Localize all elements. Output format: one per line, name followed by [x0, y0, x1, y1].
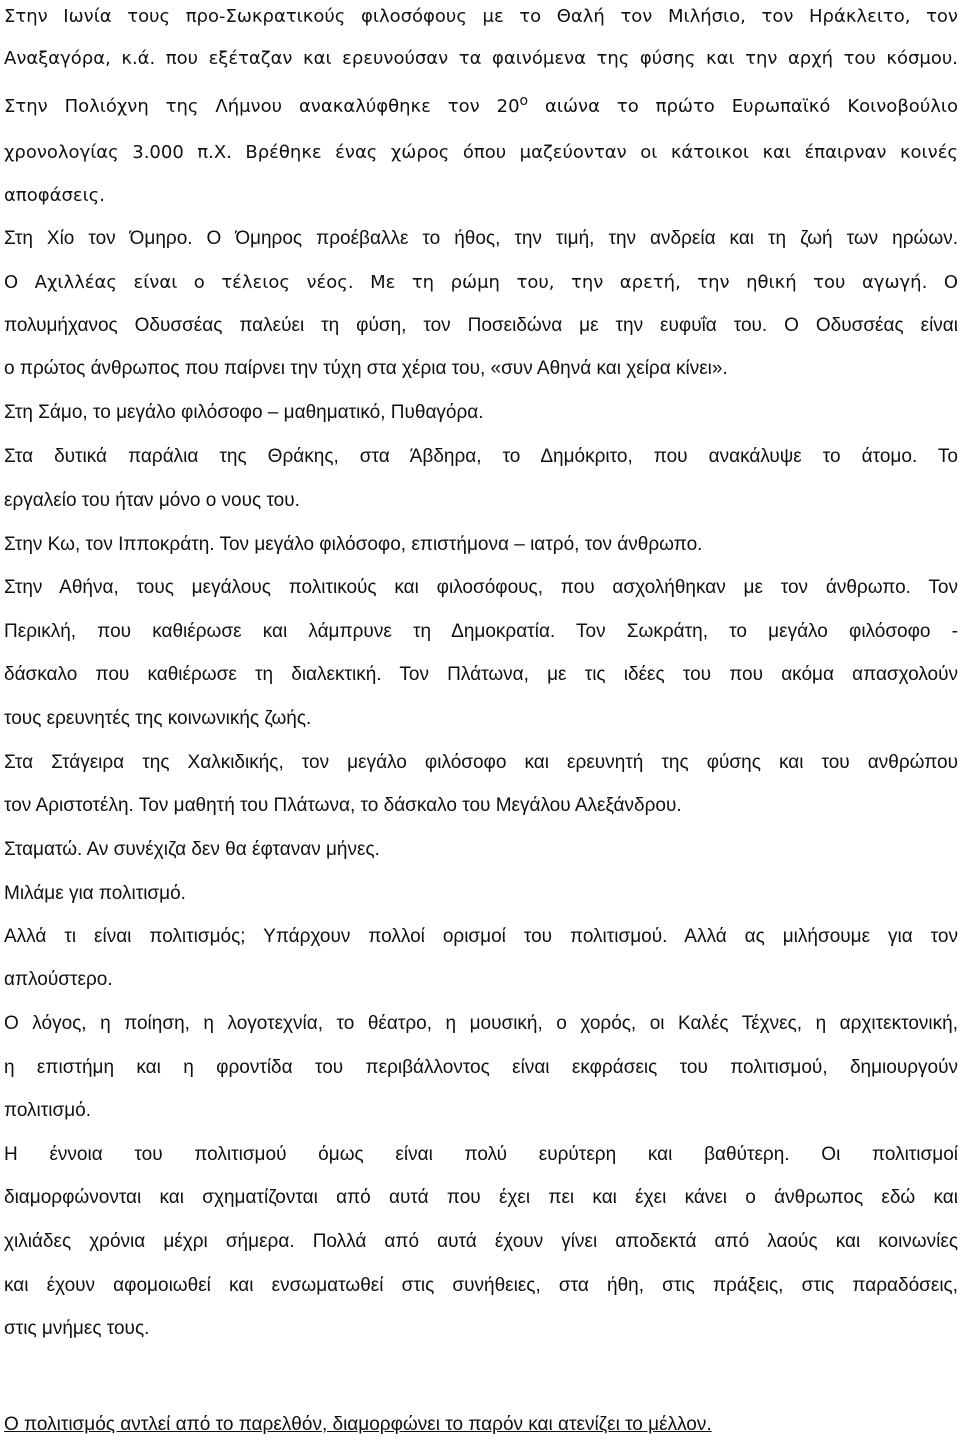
text-line: Αλλά τι είναι πολιτισμός; Υπάρχουν πολλοί ορισμοί του πολιτισμού. Αλλά ας μιλήσουμε για τον	[4, 926, 958, 947]
text-line: Ο λόγος, η ποίηση, η λογοτεχνία, το θέατρο, η μουσική, ο χορός, οι Καλές Τέχνες, η αρχιτεκτονική,	[4, 1013, 958, 1034]
text-line: χιλιάδες χρόνια μέχρι σήμερα. Πολλά από αυτά έχουν γίνει αποδεκτά από λαούς και κοινωνίες	[4, 1231, 958, 1252]
text-line: Η έννοια του πολιτισμού όμως είναι πολύ ευρύτερη και βαθύτερη. Οι πολιτισμοί	[4, 1144, 958, 1165]
text-line: Μιλάμε για πολιτισμό.	[4, 883, 186, 904]
text-line: πολιτισμό.	[4, 1100, 92, 1121]
text-line: εργαλείο του ήταν μόνο ο νους του.	[4, 490, 300, 511]
text-line: δάσκαλο που καθιέρωσε τη διαλεκτική. Τον Πλάτωνα, με τις ιδέες του που ακόμα απασχολούν	[4, 664, 958, 685]
text-line: πολυμήχανος Οδυσσέας παλεύει τη φύση, τον Ποσειδώνα με την ευφυΐα του. Ο Οδυσσέας είναι	[4, 315, 958, 336]
closing-statement: Ο πολιτισμός αντλεί από το παρελθόν, διαμορφώνει το παρόν και ατενίζει το μέλλον.	[4, 1414, 712, 1435]
text-line: Στα Στάγειρα της Χαλκιδικής, τον μεγάλο φιλόσοφο και ερευνητή της φύσης και του ανθρώπου	[4, 752, 958, 773]
text-line: απλούστερο.	[4, 969, 113, 990]
text-line: Στη Χίο τον Όμηρο. Ο Όμηρος προέβαλλε το ήθος, την τιμή, την ανδρεία και τη ζωή των ηρώων.	[4, 228, 958, 249]
ordinal-superscript: ο	[519, 94, 529, 109]
text-line: τους ερευνητές της κοινωνικής ζωής.	[4, 708, 312, 729]
text-line: αποφάσεις.	[4, 185, 105, 206]
text-line: Στη Σάμο, το μεγάλο φιλόσοφο – μαθηματικό, Πυθαγόρα.	[4, 402, 484, 423]
text-line: η επιστήμη και η φροντίδα του περιβάλλοντος είναι εκφράσεις του πολιτισμού, δημιουργούν	[4, 1057, 958, 1078]
text-line: Περικλή, που καθιέρωσε και λάμπρυνε τη Δημοκρατία. Τον Σωκράτη, το μεγάλο φιλόσοφο -	[4, 621, 958, 642]
text-line: διαμορφώνονται και σχηματίζονται από αυτά που έχει πει και έχει κάνει ο άνθρωπος εδώ και	[4, 1187, 958, 1208]
text-line: τον Αριστοτέλη. Τον μαθητή του Πλάτωνα, το δάσκαλο του Μεγάλου Αλεξάνδρου.	[4, 795, 682, 816]
text-line: Στην Αθήνα, τους μεγάλους πολιτικούς και φιλοσόφους, που ασχολήθηκαν με τον άνθρωπο. Τον	[4, 577, 958, 598]
text-line: ο πρώτος άνθρωπος που παίρνει την τύχη στα χέρια του, «συν Αθηνά και χείρα κίνει».	[4, 358, 728, 379]
text-segment: Στην Πολιόχνη της Λήμνου ανακαλύφθηκε τον 20	[4, 96, 520, 117]
text-line: Ο Αχιλλέας είναι ο τέλειος νέος. Με τη ρώμη του, την αρετή, την ηθική του αγωγή. Ο	[4, 272, 958, 293]
text-line: χρονολογίας 3.000 π.Χ. Βρέθηκε ένας χώρος όπου μαζεύονταν οι κάτοικοι και έπαιρναν κοινές	[4, 142, 958, 163]
text-line: Σταματώ. Αν συνέχιζα δεν θα έφταναν μήνες.	[4, 839, 380, 860]
text-line: Στα δυτικά παράλια της Θράκης, στα Άβδηρα, το Δημόκριτο, που ανακάλυψε το άτομο. Το	[4, 446, 958, 467]
text-line: Αναξαγόρα, κ.ά. που εξέταζαν και ερευνούσαν τα φαινόμενα της φύσης και την αρχή του κόσμου.	[4, 48, 958, 69]
text-segment: αιώνα το πρώτο Ευρωπαϊκό Κοινοβούλιο	[528, 96, 958, 117]
text-line	[4, 94, 958, 120]
text-line: στις μνήμες τους.	[4, 1318, 150, 1339]
text-line: και έχουν αφομοιωθεί και ενσωματωθεί στις συνήθειες, στα ήθη, στις πράξεις, στις παραδόσεις,	[4, 1275, 958, 1296]
text-line: Στην Ιωνία τους προ-Σωκρατικούς φιλοσόφους με το Θαλή τον Μιλήσιο, τον Ηράκλειτο, τον	[4, 6, 958, 27]
text-line: Στην Κω, τον Ιπποκράτη. Τον μεγάλο φιλόσοφο, επιστήμονα – ιατρό, τον άνθρωπο.	[4, 534, 703, 555]
